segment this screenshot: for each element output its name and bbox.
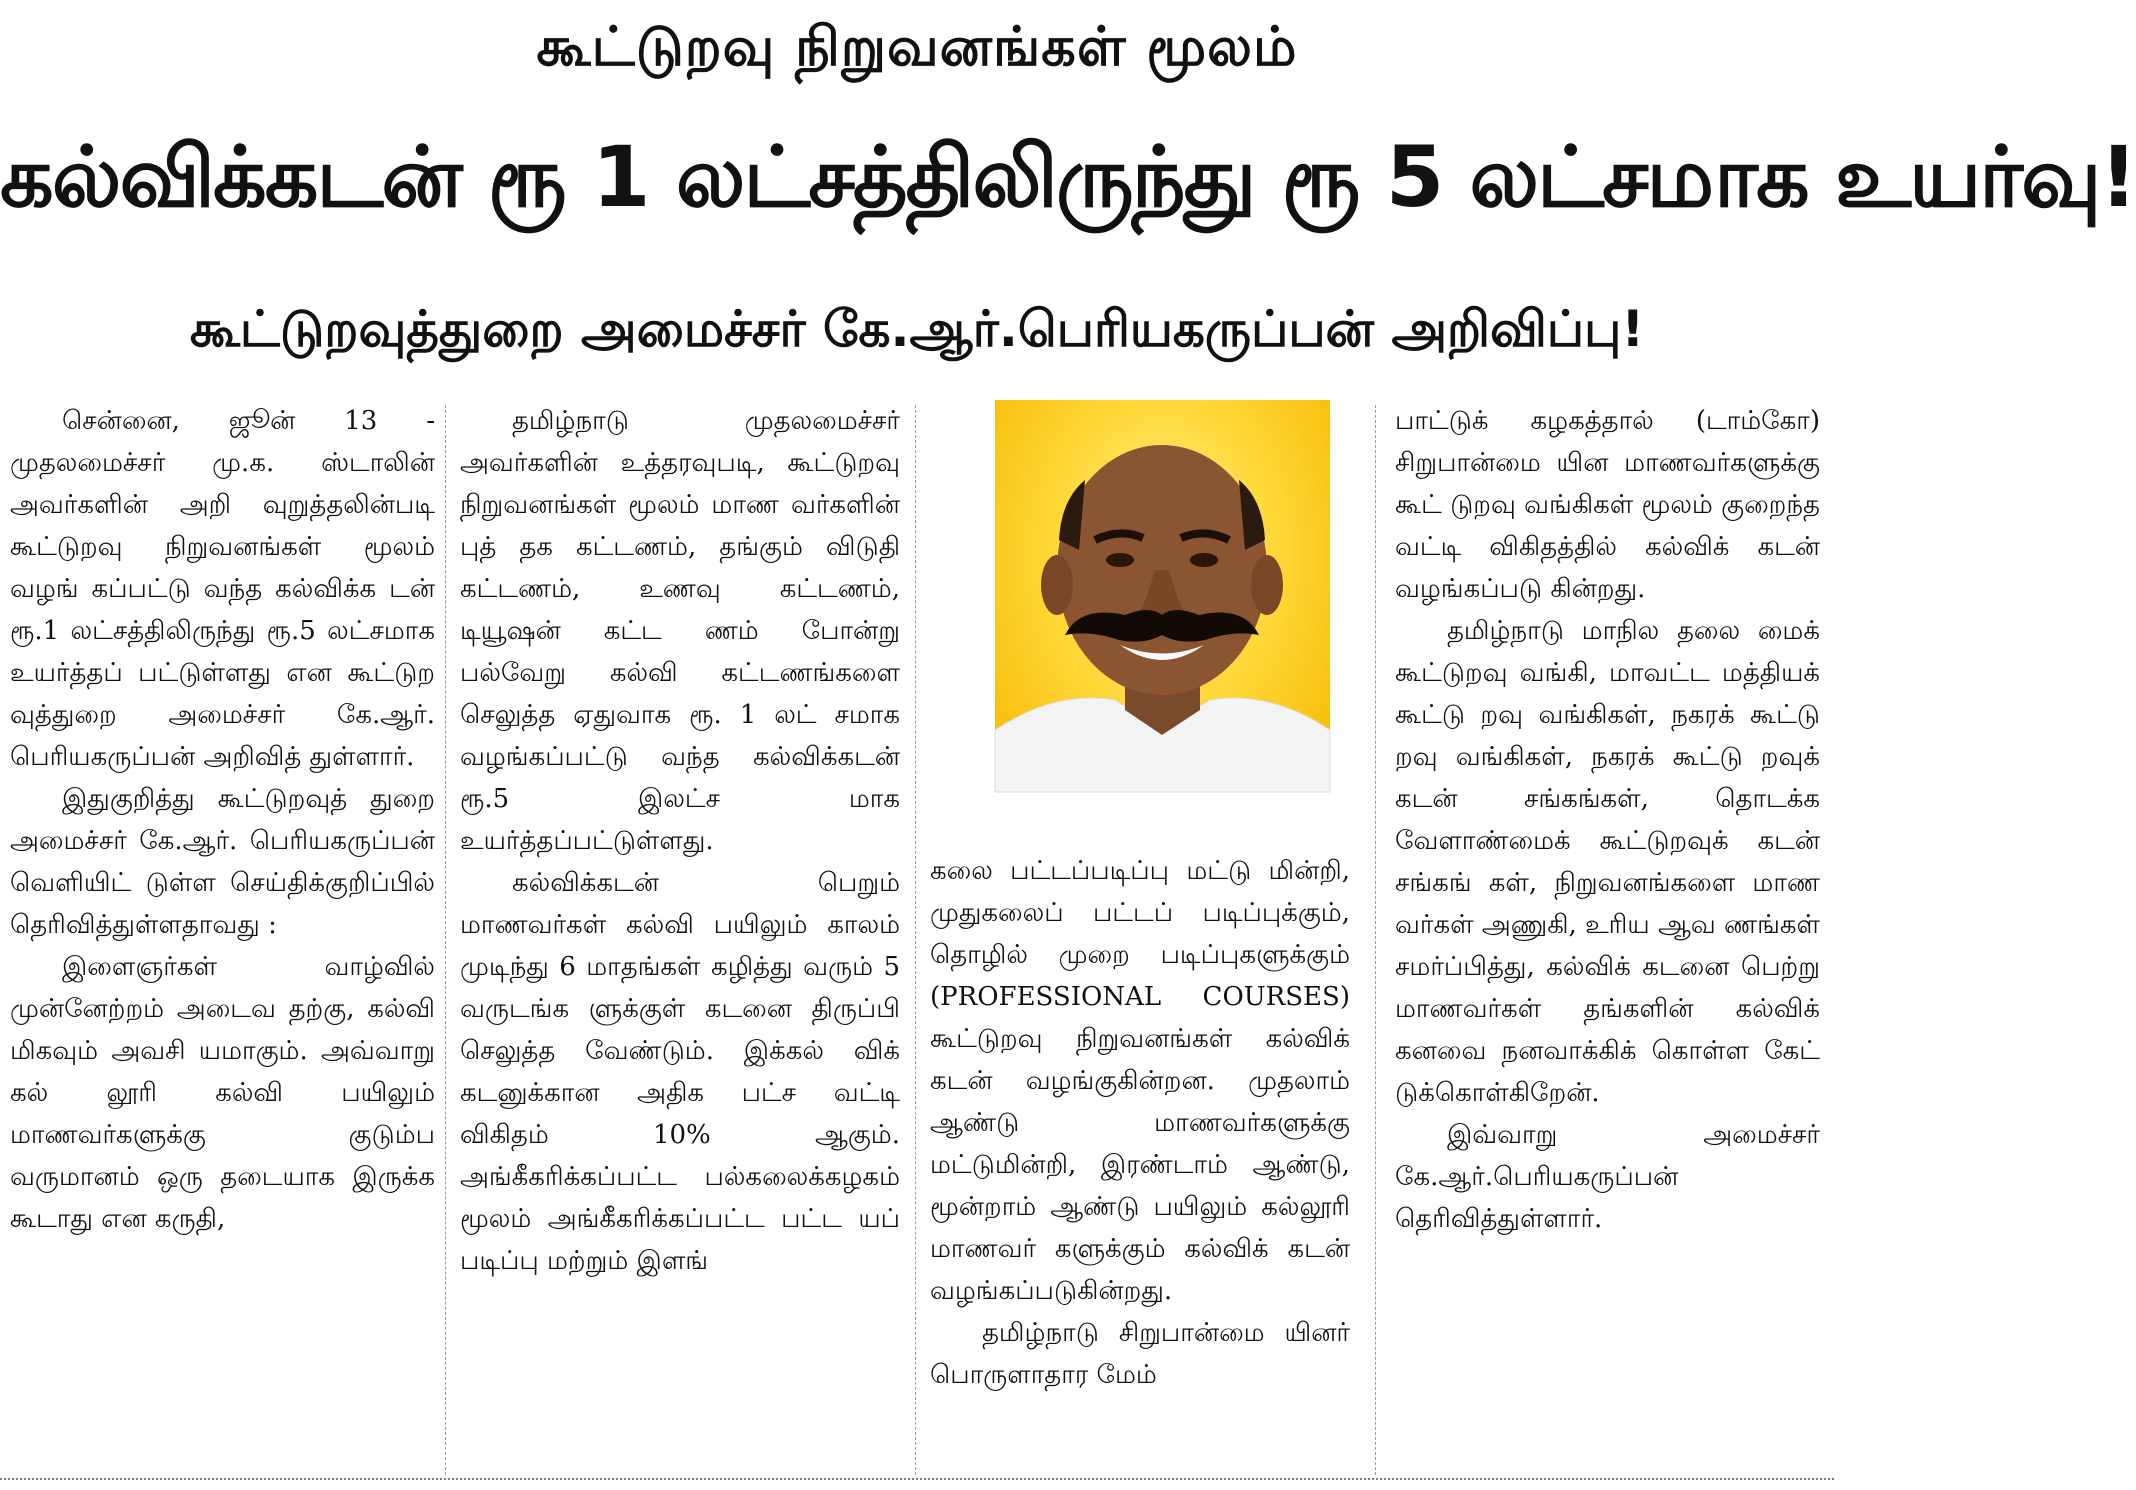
- kicker-headline: கூட்டுறவு நிறுவனங்கள் மூலம்: [536, 14, 1298, 78]
- paragraph: கல்விக்கடன் பெறும் மாணவர்கள் கல்வி பயிலும் காலம் முடிந்து 6 மாதங்கள் கழித்து வரும் 5 வருடங்க ளுக்குள் கடனை திருப்பி செலுத்த வேண்டும். இக்கல் விக் கடனுக்கான அதிக பட்ச வட்டி விகிதம் 10% ஆகும். அங்கீகரிக்கப்பட்ட பல்கலைக்கழகம் மூலம் அங்கீகரிக்கப்பட்ட பட்ட யப் படிப்பு மற்றும் இளங்: [460, 868, 900, 1276]
- article-column-3: [930, 850, 1350, 1396]
- portrait-illustration: [995, 400, 1330, 792]
- paragraph: கலை பட்டப்படிப்பு மட்டு மின்றி, முதுகலைப் பட்டப் படிப்புக்கும், தொழில் முறை படிப்புகளுக்கும் (PROFESSIONAL COURSES) கூட்டுறவு நிறுவனங்கள் கல்விக் கடன் வழங்குகின்றன. முதலாம் ஆண்டு மாணவர்களுக்கு மட்டுமின்றி, இரண்டாம் ஆண்டு, மூன்றாம் ஆண்டு பயிலும் கல்லூரி மாணவர் களுக்கும் கல்விக் கடன் வழங்கப்படுகின்றது.: [930, 856, 1350, 1306]
- paragraph: தமிழ்நாடு மாநில தலை மைக் கூட்டுறவு வங்கி, மாவட்ட மத்தியக் கூட்டு றவு வங்கிகள், நகரக் கூட்டு றவு வங்கிகள், நகரக் கூட்டு றவுக் கடன் சங்கங்கள், தொடக்க வேளாண்மைக் கூட்டுறவுக் கடன் சங்கங் கள், நிறுவனங்களை மாண வர்கள் அணுகி, உரிய ஆவ ணங்கள் சமர்ப்பித்து, கல்விக் கடனை பெற்று மாணவர்கள் தங்களின் கல்விக் கனவை நனவாக்கிக் கொள்ள கேட் டுக்கொள்கிறேன்.: [1395, 616, 1820, 1108]
- column-divider: [915, 405, 916, 1475]
- paragraph: தமிழ்நாடு முதலமைச்சர் அவர்களின் உத்தரவுபடி, கூட்டுறவு நிறுவனங்கள் மூலம் மாண வர்களின் புத் தக கட்டணம், தங்கும் விடுதி கட்டணம், உணவு கட்டணம், டியூஷன் கட்ட ணம் போன்று பல்வேறு கல்வி கட்டணங்களை செலுத்த ஏதுவாக ரூ. 1 லட் சமாக வழங்கப்பட்டு வந்த கல்விக்கடன் ரூ.5 இலட்ச மாக உயர்த்தப்பட்டுள்ளது.: [460, 406, 900, 856]
- paragraph: தமிழ்நாடு சிறுபான்மை யினர் பொருளாதார மேம்: [930, 1318, 1350, 1390]
- sub-headline: கூட்டுறவுத்துறை அமைச்சர் கே.ஆர்.பெரியகருப்பன் அறிவிப்பு!: [189, 300, 1645, 358]
- article-column-1: [10, 400, 435, 1240]
- paragraph: இதுகுறித்து கூட்டுறவுத் துறை அமைச்சர் கே.ஆர். பெரியகருப்பன் வெளியிட் டுள்ள செய்திக்குறிப்பில் தெரிவித்துள்ளதாவது :: [10, 784, 435, 940]
- column-divider: [445, 405, 446, 1475]
- main-headline: கல்விக்கடன் ரூ 1 லட்சத்திலிருந்து ரூ 5 லட்சமாக உயர்வு!: [0, 128, 2136, 226]
- paragraph: சென்னை, ஜூன் 13 - முதலமைச்சர் மு.க. ஸ்டாலின் அவர்களின் அறி வுறுத்தலின்படி கூட்டுறவு நிறுவனங்கள் மூலம் வழங் கப்பட்டு வந்த கல்விக்க டன் ரூ.1 லட்சத்திலிருந்து ரூ.5 லட்சமாக உயர்த்தப் பட்டுள்ளது என கூட்டுற வுத்துறை அமைச்சர் கே.ஆர். பெரியகருப்பன் அறிவித் துள்ளார்.: [10, 406, 435, 772]
- bottom-divider: [0, 1478, 1834, 1480]
- column-divider: [1375, 405, 1376, 1475]
- paragraph: இளைஞர்கள் வாழ்வில் முன்னேற்றம் அடைவ தற்கு, கல்வி மிகவும் அவசி யமாகும். அவ்வாறு கல் லூரி கல்வி பயிலும் மாணவர்களுக்கு குடும்ப வருமானம் ஒரு தடையாக இருக்க கூடாது என கருதி,: [10, 952, 435, 1234]
- paragraph: இவ்வாறு அமைச்சர் கே.ஆர்.பெரியகருப்பன் தெரிவித்துள்ளார்.: [1395, 1120, 1820, 1234]
- minister-photo: [995, 400, 1330, 792]
- article-column-4: [1395, 400, 1820, 1240]
- article-column-2: [460, 400, 900, 1282]
- paragraph: பாட்டுக் கழகத்தால் (டாம்கோ) சிறுபான்மை யின மாணவர்களுக்கு கூட் டுறவு வங்கிகள் மூலம் குறைந்த வட்டி விகிதத்தில் கல்விக் கடன் வழங்கப்படு கின்றது.: [1395, 406, 1820, 604]
